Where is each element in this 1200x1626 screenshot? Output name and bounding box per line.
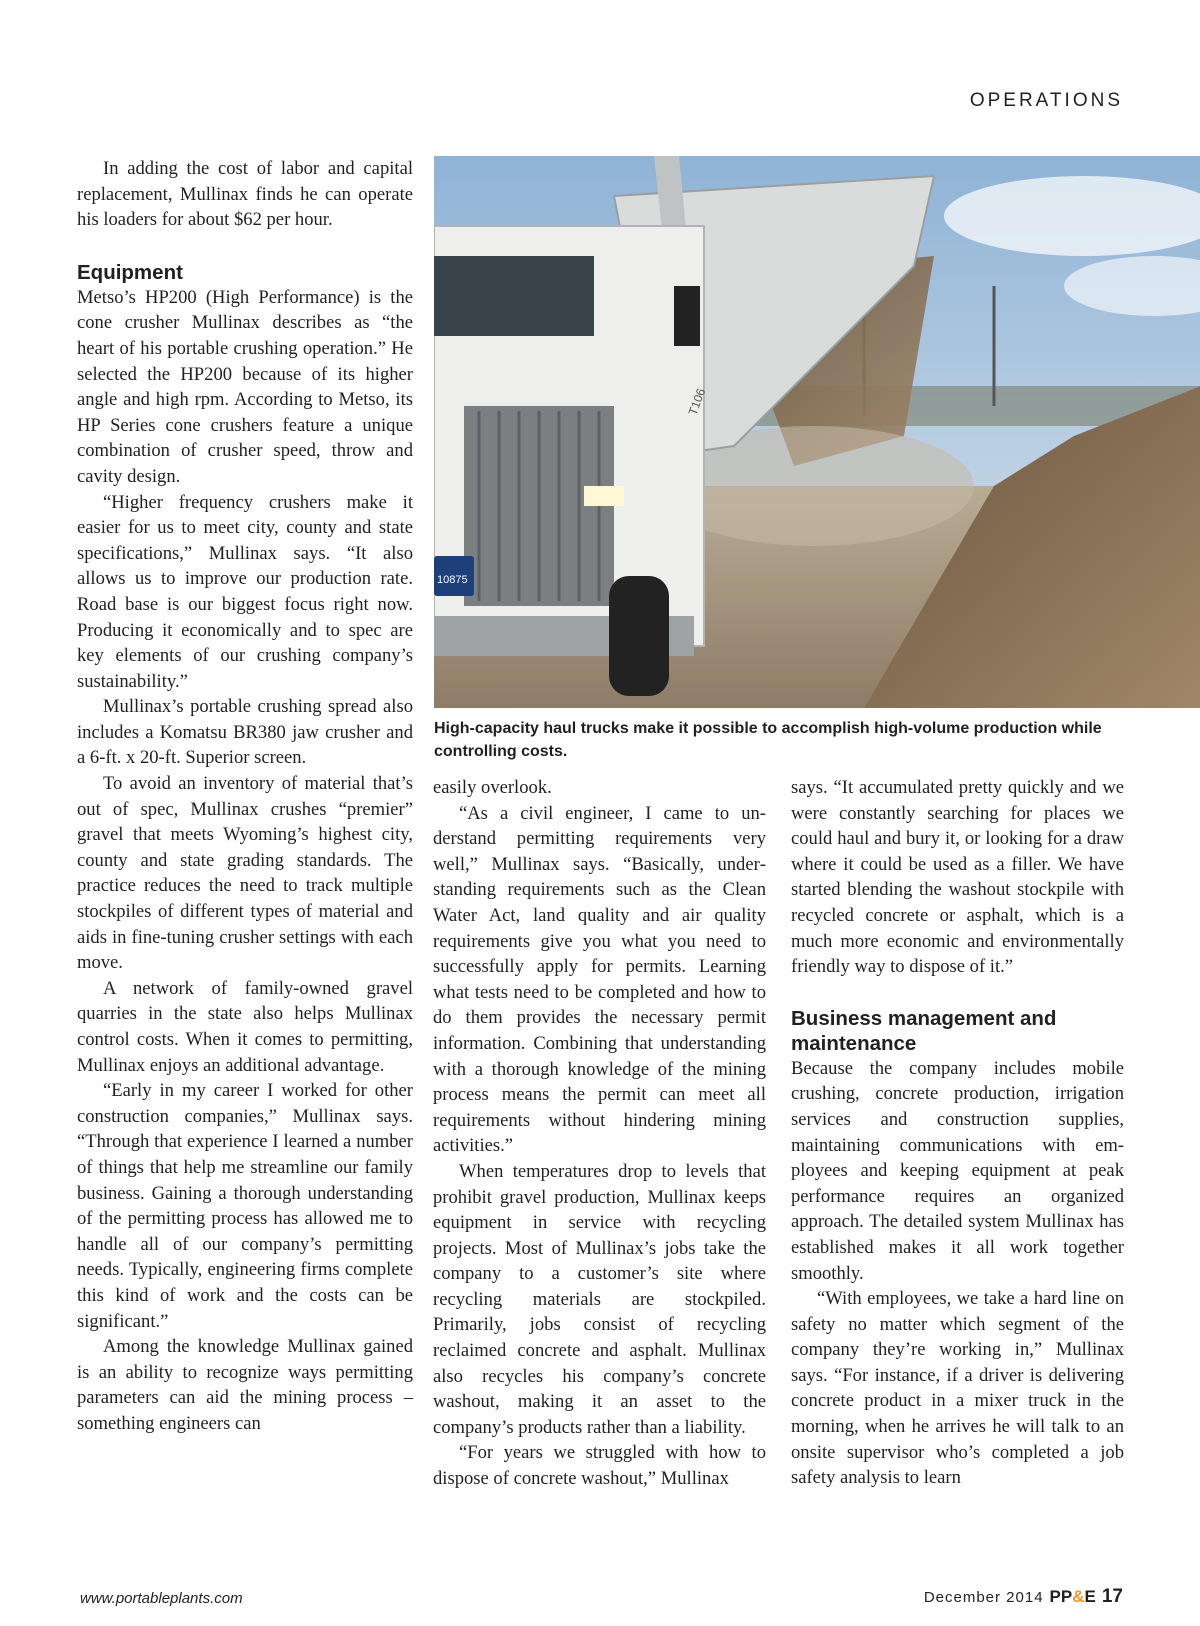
truck-number: T106 [685,386,709,418]
article-column-3 [791,775,1124,1491]
license-plate: 10875 [437,574,468,586]
paragraph: “Early in my career I worked for other construction companies,” Mullinax says. “Through that experience I learned a number of things that help me streamline our family business. Gaining a thorough understanding of the permitting process has allowed me to handle all of our company’s permitting needs. Typically, engineering firms complete this kind of work and the costs can be significant.” [77,1080,413,1332]
article-column-2 [433,775,766,1492]
paragraph: says. “It accumulated pretty quickly and we were constantly searching for places we could haul and bury it, or looking for a draw where it could be used as a filler. We have started blending the washout stockpile with recycled concrete or asphalt, which is a much more economic and environmentally friendly way to dispose of it.” [791,777,1124,978]
subhead-equipment: Equipment [77,260,183,284]
paragraph: easily overlook. [433,777,552,798]
paragraph: Mullinax’s portable crushing spread also includes a Komatsu BR380 jaw crusher and a 6-ft. x 20-ft. Superior screen. [77,696,413,769]
paragraph: Because the company includes mobile crushing, concrete production, irrigation services and construction supplies, maintaining communications with employees and keeping equipment at peak performance requires an organized approach. The detailed system Mullinax has established makes it all work together smoothly. [791,1057,1124,1284]
logo-ampersand: & [1072,1587,1085,1606]
haul-truck-photo [434,156,1200,708]
article-column-1 [77,156,413,1437]
paragraph: “As a civil engineer, I came to understand permitting requirements very well,” Mullinax says. “Basically, understanding requirements such as the Clean Water Act, land quality and air quality requirements give you what you need to successfully apply for permits. Learning what tests need to be completed and how to do them provides the necessary permit information. Combining that understanding with a thorough knowledge of the mining process means the permit can meet all requirements without hindering mining activities.” [433,802,766,1157]
magazine-logo [1050,1587,1096,1606]
paragraph: When temperatures drop to levels that prohibit gravel production, Mullinax keeps equipment in service with recycling projects. Most of Mullinax’s jobs take the company to a customer’s site where recycling materials are stockpiled. Primarily, jobs consist of recycling reclaimed concrete and asphalt. Mullinax also recycles his company’s concrete washout, making it an asset to the company’s products rather than a liability. [433,1160,766,1438]
paragraph: “For years we struggled with how to dispose of concrete washout,” Mullinax [433,1442,766,1490]
paragraph: To avoid an inventory of material that’s out of spec, Mullinax crushes “premier” gravel that meets Wyoming’s highest city, county and state grading standards. The practice reduces the need to track multiple stockpiles of different types of material and aids in fine-tuning crusher settings with each move. [77,773,413,974]
paragraph: “Higher frequency crushers make it easier for us to meet city, county and state specifications,” Mullinax says. “It also allows us to improve our production rate. Road base is our biggest focus right now. Producing it economically and to spec are key elements of our crushing company’s sustainability.” [77,491,413,692]
footer-website-link[interactable]: www.portableplants.com [80,1590,243,1607]
logo-text-pp: PP [1049,1587,1073,1606]
paragraph: “With employees, we take a hard line on safety no matter which segment of the company they’re working in,” Mullinax says. “For instance, if a driver is delivering concrete product in a mixer truck in the morning, when he arrives he will talk to an onsite supervisor who’s completed a job safety analysis to learn [791,1288,1124,1489]
logo-text-e: E [1084,1587,1096,1606]
paragraph: Among the knowledge Mullinax gained is an ability to recognize ways permitting parameters can aid the mining process – something engineers can [77,1336,413,1434]
paragraph: Metso’s HP200 (High Performance) is the cone crusher Mullinax describes as “the heart of his portable crushing operation.” He selected the HP200 because of its higher angle and high rpm. According to Metso, its HP Series cone crushers feature a unique combination of crusher speed, throw and cavity design. [77,286,413,487]
page-number: 17 [1101,1586,1123,1607]
subhead-business-management: Business management and maintenance [791,1006,1057,1055]
section-label: OPERATIONS [969,90,1123,111]
footer-folio [924,1586,1123,1608]
photo-caption: High-capacity haul trucks make it possible to accomplish high-volume production while controlling costs. [434,720,1102,760]
paragraph: A network of family-owned gravel quarries in the state also helps Mullinax control costs. When it comes to permitting, Mullinax enjoys an additional advantage. [77,977,413,1076]
paragraph: In adding the cost of labor and capital replacement, Mullinax finds he can operate his loaders for about $62 per hour. [77,158,413,231]
issue-date: December 2014 [923,1589,1044,1606]
